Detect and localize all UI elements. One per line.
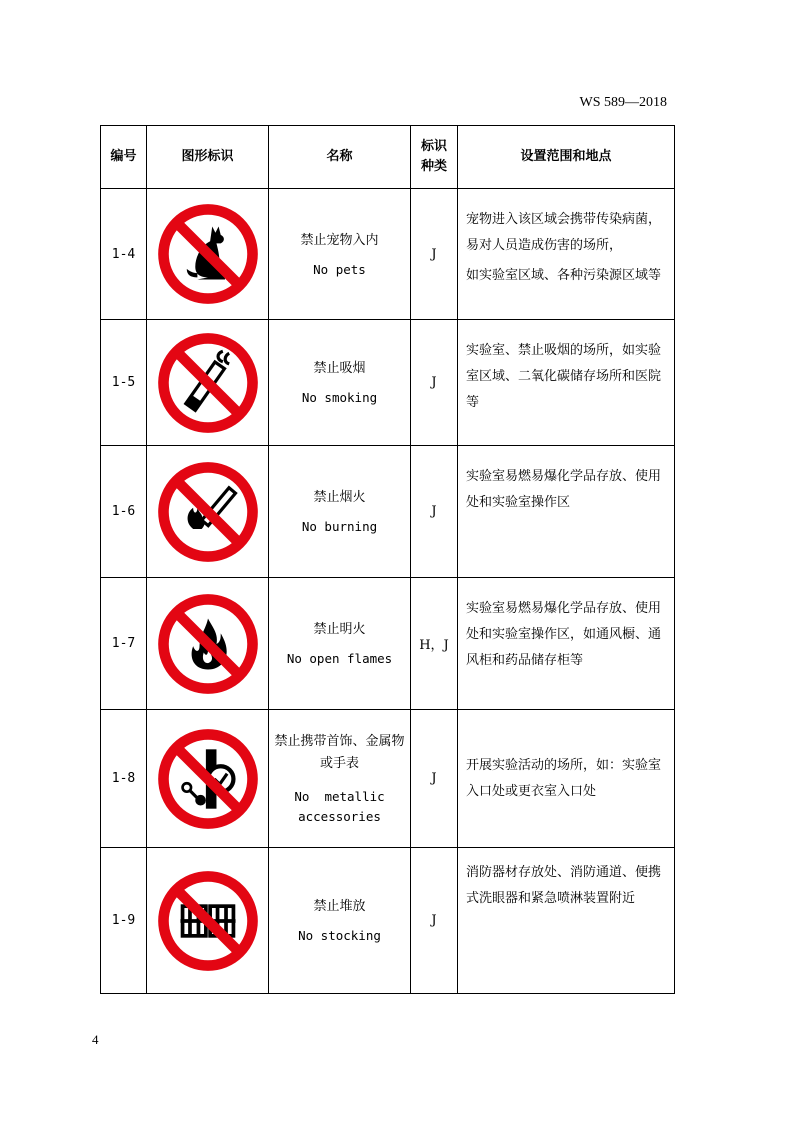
row-number: 1-4 — [101, 189, 147, 320]
no-metallic-accessories-sign-icon — [155, 726, 261, 832]
col-header-no: 编号 — [101, 126, 147, 189]
sign-type: J — [411, 189, 458, 320]
page-number: 4 — [92, 1032, 99, 1047]
sign-type: J — [411, 848, 458, 994]
sign-name-zh: 禁止烟火 — [313, 490, 366, 505]
sign-location: 宠物进入该区域会携带传染病菌，易对人员造成伤害的场所， — [466, 212, 662, 253]
no-open-flames-sign-icon — [155, 591, 261, 697]
sign-location: 开展实验活动的场所，如：实验室入口处或更衣室入口处 — [466, 757, 662, 799]
sign-name-zh: 禁止吸烟 — [313, 361, 366, 376]
sign-name-zh: 禁止携带首饰、金属物或手表 — [274, 733, 405, 771]
col-header-location: 设置范围和地点 — [458, 126, 675, 189]
col-header-sign: 图形标识 — [147, 126, 269, 189]
sign-type: H，J — [411, 578, 458, 710]
sign-location: 实验室易燃易爆化学品存放、使用处和实验室操作区，如通风橱、通风柜和药品储存柜等 — [466, 601, 662, 668]
table-row — [101, 578, 675, 710]
table-row — [101, 446, 675, 578]
no-stocking-sign-icon — [155, 868, 261, 974]
table-row — [101, 320, 675, 446]
no-smoking-sign-icon — [155, 330, 261, 436]
sign-name-zh: 禁止堆放 — [313, 899, 366, 914]
col-header-type-line2: 种类 — [420, 159, 447, 174]
sign-location: 消防器材存放处、消防通道、便携式洗眼器和紧急喷淋装置附近 — [466, 865, 662, 906]
sign-name-zh: 禁止宠物入内 — [300, 232, 379, 248]
row-number: 1-8 — [101, 710, 147, 848]
table-row — [101, 710, 675, 848]
row-number: 1-7 — [101, 578, 147, 710]
row-number: 1-6 — [101, 446, 147, 578]
sign-name-en: No metallic — [294, 788, 385, 804]
sign-name-en: No open flames — [286, 651, 393, 666]
col-header-type — [411, 126, 458, 189]
row-number: 1-5 — [101, 320, 147, 446]
table-header-row — [101, 126, 675, 189]
sign-location: 实验室、禁止吸烟的场所，如实验室区域、二氧化碳储存场所和医院等 — [466, 343, 662, 410]
sign-name-en: No pets — [313, 261, 366, 277]
table-row — [101, 848, 675, 994]
document-code: WS 589—2018 — [579, 95, 667, 110]
sign-name-en: No smoking — [301, 390, 378, 405]
col-header-name: 名称 — [269, 126, 411, 189]
row-number: 1-9 — [101, 848, 147, 994]
sign-name-en: No stocking — [298, 928, 381, 943]
no-pets-sign-icon — [155, 201, 261, 307]
sign-type: J — [411, 710, 458, 848]
sign-name-zh: 禁止明火 — [313, 622, 366, 637]
table-row — [101, 189, 675, 320]
col-header-type-line1: 标识 — [420, 139, 447, 154]
sign-type: J — [411, 320, 458, 446]
sign-type: J — [411, 446, 458, 578]
prohibition-sign-table — [100, 125, 675, 994]
sign-name-en: No burning — [301, 519, 378, 534]
no-burning-sign-icon — [155, 459, 261, 565]
sign-location: 实验室易燃易爆化学品存放、使用处和实验室操作区 — [466, 469, 662, 510]
sign-name-en-continued: accessories — [298, 808, 381, 824]
sign-location-continued: 如实验室区域、各种污染源区域等 — [466, 268, 662, 283]
